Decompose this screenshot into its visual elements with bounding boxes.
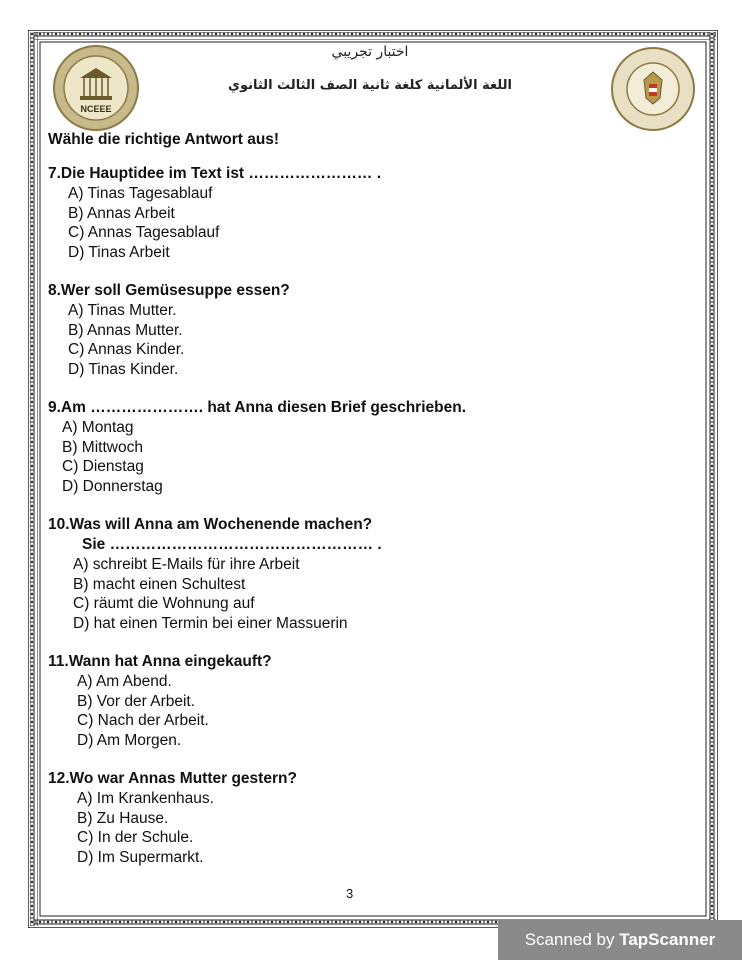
option-c: C) Annas Kinder. [68,341,185,359]
question-stem: 12.Wo war Annas Mutter gestern? [48,770,297,787]
scanner-watermark [498,920,742,960]
option-a: A) Tinas Mutter. [68,302,177,319]
question-10 [48,515,668,633]
question-stem: 9.Am …………………. hat Anna diesen Brief geschrieben. [48,399,467,416]
question-stem: 10.Was will Anna am Wochenende machen? [48,516,373,533]
page-number: 3 [346,886,354,901]
option-b: B) macht einen Schultest [73,575,246,593]
option-a: A) schreibt E-Mails für ihre Arbeit [73,556,300,573]
question-8 [48,281,668,379]
question-12 [48,769,668,867]
option-c: C) Annas Tagesablauf [68,224,220,242]
exam-title: اختبار تجريبي [331,44,409,60]
option-b: B) Annas Arbeit [68,204,175,222]
watermark-brand: TapScanner [619,930,716,949]
option-d: D) Tinas Arbeit [68,243,170,261]
option-a: A) Am Abend. [77,673,172,690]
option-a: A) Tinas Tagesablauf [68,185,213,202]
question-9 [48,398,668,496]
option-a: A) Montag [62,419,134,436]
option-b: B) Zu Hause. [77,809,169,827]
option-c: C) räumt die Wohnung auf [73,595,255,613]
exam-subtitle: اللغة الألمانية كلغة ثانية الصف الثالث الثانوي [228,78,512,93]
question-stem: 11.Wann hat Anna eingekauft? [48,653,272,670]
option-c: C) Nach der Arbeit. [77,712,209,730]
option-d: D) Donnerstag [62,477,163,495]
instruction: Wähle die richtige Antwort aus! [48,131,280,148]
question-7 [48,164,668,262]
watermark-prefix: Scanned by [524,930,620,949]
ministry-of-education-seal-icon [610,46,696,132]
option-c: C) Dienstag [62,458,144,476]
option-c: C) In der Schule. [77,829,194,847]
option-d: D) Tinas Kinder. [68,360,179,378]
exam-header [40,40,700,140]
option-b: B) Annas Mutter. [68,321,183,339]
question-stem: 7.Die Hauptidee im Text ist …………………… . [48,165,382,182]
nceee-seal-icon [52,44,140,132]
nceee-logo-text: NCEEE [80,104,112,114]
question-11 [48,652,668,750]
option-b: B) Vor der Arbeit. [77,692,196,710]
option-a: A) Im Krankenhaus. [77,790,214,807]
question-stem-blank: Sie …………………………………………… . [82,536,382,553]
option-d: D) Im Supermarkt. [77,848,204,866]
question-stem: 8.Wer soll Gemüsesuppe essen? [48,282,290,299]
option-b: B) Mittwoch [62,438,143,456]
option-d: D) hat einen Termin bei einer Massuerin [73,614,348,632]
option-d: D) Am Morgen. [77,731,182,749]
